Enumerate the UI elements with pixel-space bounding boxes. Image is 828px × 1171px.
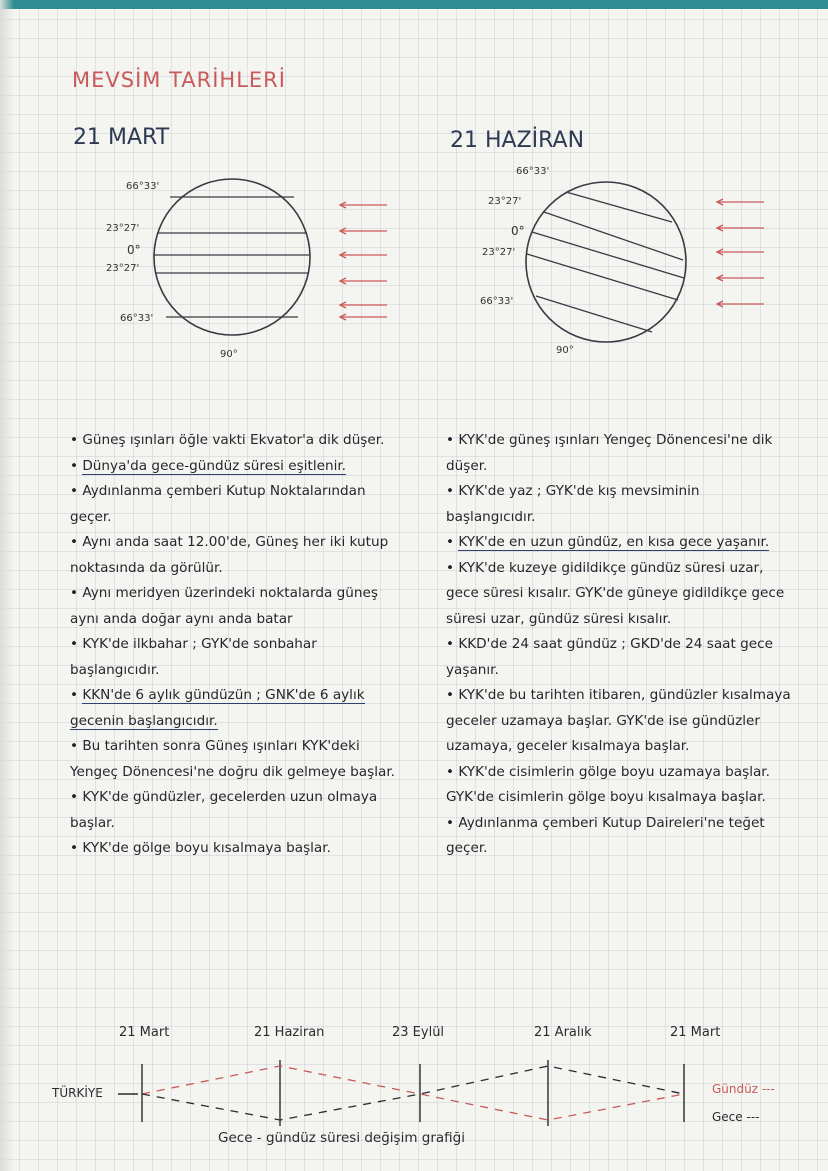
note-item: • KYK'de güneş ışınları Yengeç Dönencesi'ne dik düşer. (446, 432, 773, 474)
note-item: • KKD'de 24 saat gündüz ; GKD'de 24 saat gece yaşanır. (446, 636, 773, 678)
timeline-date: 23 Eylül (392, 1025, 445, 1040)
lat-label: 66°33' (126, 181, 160, 192)
note-item: • KKN'de 6 aylık gündüzün ; GNK'de 6 aylık gecenin başlangıcıdır. (70, 687, 365, 729)
note-item: • Güneş ışınları öğle vakti Ekvator'a dik düşer. (70, 432, 385, 448)
lat-label: 0° (511, 224, 525, 238)
lat-label: 23°27' (488, 196, 522, 207)
note-item: • KYK'de ilkbahar ; GYK'de sonbahar başlangıcıdır. (70, 636, 317, 678)
note-item: • Dünya'da gece-gündüz süresi eşitlenir. (70, 457, 347, 474)
note-item: • Aydınlanma çemberi Kutup Daireleri'ne teğet geçer. (446, 814, 765, 856)
notebook-top-edge (0, 0, 828, 9)
lat-label: 90° (556, 345, 574, 356)
note-item: • Aynı anda saat 12.00'de, Güneş her iki kutup noktasında da görülür. (70, 534, 389, 576)
graph-caption: Gece - gündüz süresi değişim grafiği (218, 1130, 465, 1146)
notes-21-haziran (446, 428, 791, 862)
note-item: • KYK'de cisimlerin gölge boyu uzamaya başlar. GYK'de cisimlerin gölge boyu kısalmaya başlar. (446, 763, 770, 805)
lat-label: 66°33' (480, 296, 514, 307)
heading-21-mart: 21 MART (73, 125, 170, 150)
notes-21-mart (70, 428, 405, 862)
note-item: • KYK'de gölge boyu kısalmaya başlar. (70, 840, 331, 856)
timeline-date: 21 Haziran (254, 1025, 325, 1040)
note-item: • Bu tarihten sonra Güneş ışınları KYK'deki Yengeç Dönencesi'ne doğru dik gelmeye başlar. (70, 738, 395, 780)
timeline-date: 21 Mart (119, 1025, 170, 1040)
lat-label: 0° (127, 243, 141, 257)
lat-label: 23°27' (106, 263, 140, 274)
legend-day: Gündüz --- (712, 1082, 775, 1096)
note-item: • KYK'de en uzun gündüz, en kısa gece yaşanır. (446, 534, 770, 550)
note-item: • Aydınlanma çemberi Kutup Noktalarından geçer. (70, 483, 366, 525)
page-title: MEVSİM TARİHLERİ (72, 68, 286, 92)
note-item: • KYK'de bu tarihten itibaren, gündüzler kısalmaya geceler uzamaya başlar. GYK'de ise gündüzler uzamaya, geceler kısalmaya başlar. (446, 687, 791, 754)
day-night-graph (0, 1050, 828, 1130)
lat-label: 66°33' (516, 166, 550, 177)
note-item: • KYK'de kuzeye gidildikçe gündüz süresi uzar, gece süresi kısalır. GYK'de güneye gidildikçe gece süresi uzar, gündüz süresi kısalır. (446, 559, 785, 627)
timeline-date: 21 Mart (670, 1025, 721, 1040)
lat-label: 66°33' (120, 313, 154, 324)
lat-label: 90° (220, 349, 238, 360)
lat-label: 23°27' (482, 247, 516, 258)
note-item: • Aynı meridyen üzerindeki noktalarda güneş aynı anda doğar aynı anda batar (70, 585, 378, 627)
sun-rays-arrows (712, 192, 772, 322)
sun-rays-arrows (335, 195, 395, 325)
heading-21-haziran: 21 HAZİRAN (450, 128, 585, 153)
timeline-date: 21 Aralık (534, 1025, 592, 1040)
note-item: • KYK'de gündüzler, gecelerden uzun olmaya başlar. (70, 789, 378, 831)
legend-night: Gece --- (712, 1110, 760, 1124)
globe-21-haziran (522, 178, 692, 348)
timeline-row-label: TÜRKİYE (52, 1086, 103, 1100)
lat-label: 23°27' (106, 223, 140, 234)
note-item: • KYK'de yaz ; GYK'de kış mevsiminin başlangıcıdır. (446, 483, 700, 525)
globe-21-mart (150, 175, 315, 340)
notebook-binding-shadow (0, 0, 14, 1171)
